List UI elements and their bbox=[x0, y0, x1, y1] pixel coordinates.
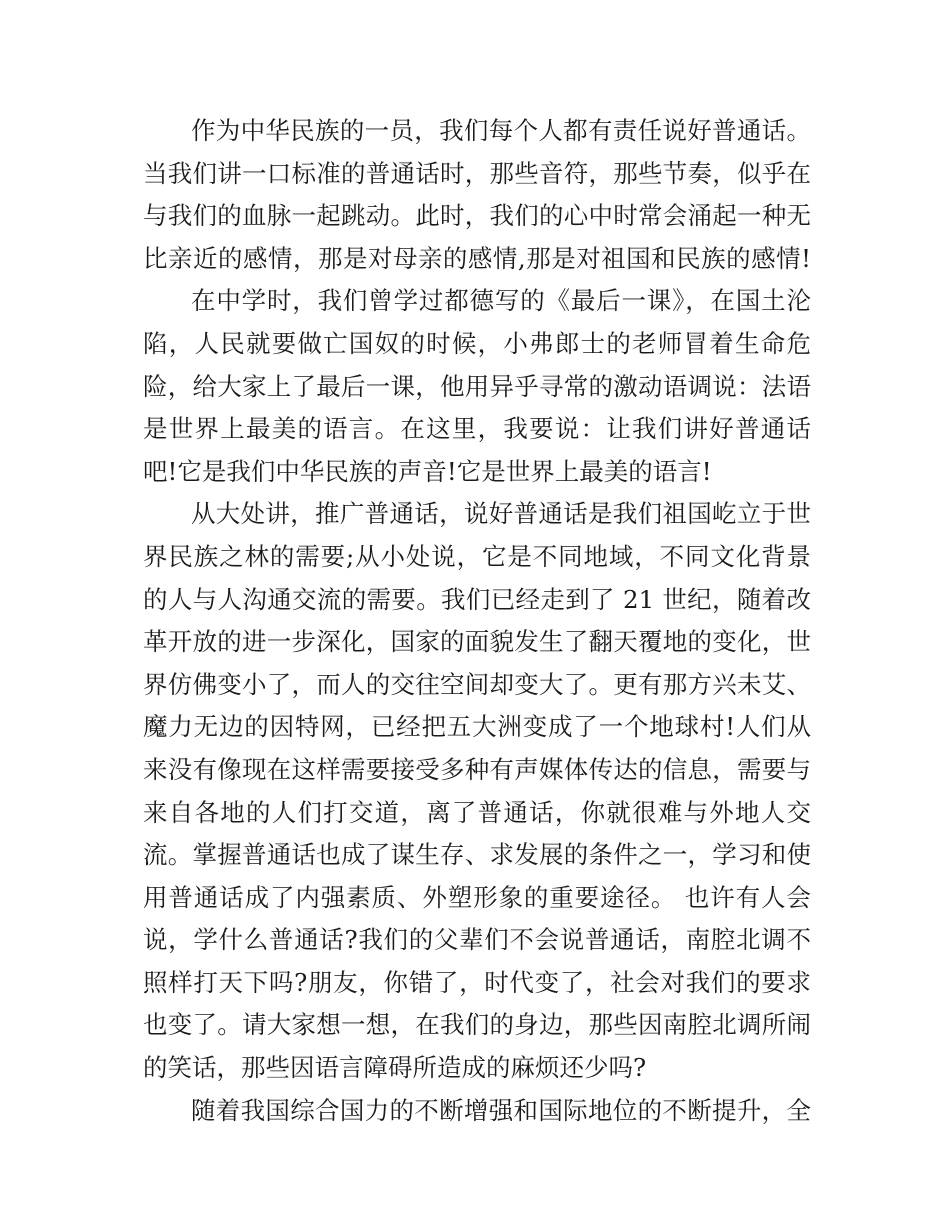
paragraph-2-line-2: 陷，人民就要做亡国奴的时候，小弗郎士的老师冒着生命危 bbox=[143, 328, 811, 358]
paragraph-3-line-2: 界民族之林的需要;从小处说，它是不同地域，不同文化背景 bbox=[143, 541, 811, 571]
paragraph-3-line-7: 来没有像现在这样需要接受多种有声媒体传达的信息，需要与 bbox=[143, 754, 811, 784]
paragraph-3-line-13: 也变了。请大家想一想，在我们的身边，那些因南腔北调所闹 bbox=[143, 1010, 811, 1040]
paragraph-4-line-1: 随着我国综合国力的不断增强和国际地位的不断提升，全 bbox=[191, 1095, 811, 1125]
paragraph-1-line-4: 比亲近的感情，那是对母亲的感情,那是对祖国和民族的感情! bbox=[143, 243, 811, 273]
paragraph-3-line-8: 来自各地的人们打交道，离了普通话，你就很难与外地人交 bbox=[143, 797, 811, 827]
body-text bbox=[143, 110, 811, 1132]
paragraph-1-line-2: 当我们讲一口标准的普通话时，那些音符，那些节奏，似乎在 bbox=[143, 158, 811, 188]
paragraph-3-line-10: 用普通话成了内强素质、外塑形象的重要途径。 也许有人会 bbox=[143, 882, 811, 912]
paragraph-1-line-3: 与我们的血脉一起跳动。此时，我们的心中时常会涌起一种无 bbox=[143, 201, 811, 231]
paragraph-3-line-1: 从大处讲，推广普通话，说好普通话是我们祖国屹立于世 bbox=[191, 499, 811, 529]
paragraph-2-line-3: 险，给大家上了最后一课，他用异乎寻常的激动语调说：法语 bbox=[143, 371, 811, 401]
paragraph-2-line-5: 吧!它是我们中华民族的声音!它是世界上最美的语言! bbox=[143, 456, 712, 486]
paragraph-3-line-6: 魔力无边的因特网，已经把五大洲变成了一个地球村!人们从 bbox=[143, 712, 811, 742]
paragraph-3-line-12: 照样打天下吗?朋友，你错了，时代变了，社会对我们的要求 bbox=[143, 967, 811, 997]
paragraph-3-line-5: 界仿佛变小了，而人的交往空间却变大了。更有那方兴未艾、 bbox=[143, 669, 811, 699]
paragraph-3-line-14: 的笑话，那些因语言障碍所造成的麻烦还少吗? bbox=[143, 1053, 647, 1083]
paragraph-3-line-3: 的人与人沟通交流的需要。我们已经走到了 21 世纪，随着改 bbox=[143, 584, 811, 614]
paragraph-3-line-9: 流。掌握普通话也成了谋生存、求发展的条件之一，学习和使 bbox=[143, 840, 811, 870]
paragraph-3-line-11: 说，学什么普通话?我们的父辈们不会说普通话，南腔北调不 bbox=[143, 925, 811, 955]
paragraph-1-line-1: 作为中华民族的一员，我们每个人都有责任说好普通话。 bbox=[191, 116, 811, 145]
paragraph-2-line-1: 在中学时，我们曾学过都德写的《最后一课》，在国土沦 bbox=[191, 286, 811, 316]
paragraph-3-line-4: 革开放的进一步深化，国家的面貌发生了翻天覆地的变化，世 bbox=[143, 627, 811, 657]
paragraph-2-line-4: 是世界上最美的语言。在这里，我要说：让我们讲好普通话 bbox=[143, 414, 811, 444]
